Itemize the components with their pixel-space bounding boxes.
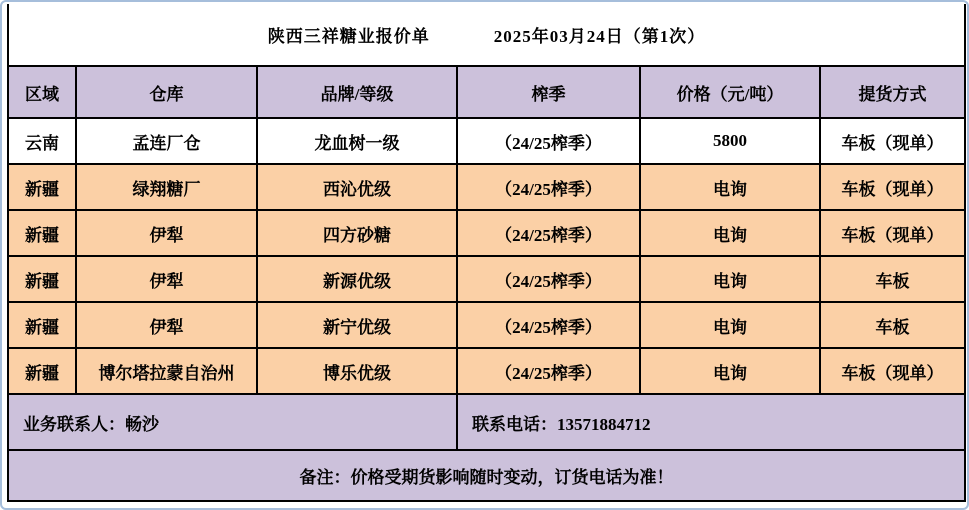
cell-region: 新疆 — [8, 210, 76, 256]
cell-warehouse: 孟连厂仓 — [76, 118, 257, 164]
cell-region: 新疆 — [8, 302, 76, 348]
cell-price: 电询 — [640, 256, 820, 302]
col-header-price: 价格（元/吨） — [640, 66, 820, 118]
cell-pickup: 车板（现单） — [820, 348, 965, 394]
cell-price: 电询 — [640, 210, 820, 256]
cell-season: （24/25榨季） — [457, 210, 640, 256]
sales-contact: 业务联系人：畅沙 — [8, 394, 457, 450]
quote-date-title: 2025年03月24日（第1次） — [493, 27, 706, 46]
cell-price: 电询 — [640, 164, 820, 210]
col-header-warehouse: 仓库 — [76, 66, 257, 118]
cell-brand: 博乐优级 — [257, 348, 457, 394]
remark-note: 备注：价格受期货影响随时变动，订货电话为准！ — [8, 450, 965, 501]
cell-price: 5800 — [640, 118, 820, 164]
cell-warehouse: 绿翔糖厂 — [76, 164, 257, 210]
table-row — [8, 348, 965, 394]
price-table — [7, 4, 966, 502]
table-row — [8, 164, 965, 210]
cell-brand: 新源优级 — [257, 256, 457, 302]
remark-row — [8, 450, 965, 501]
col-header-season: 榨季 — [457, 66, 640, 118]
cell-pickup: 车板 — [820, 256, 965, 302]
table-row — [8, 302, 965, 348]
table-row — [8, 118, 965, 164]
cell-brand: 新宁优级 — [257, 302, 457, 348]
cell-region: 新疆 — [8, 348, 76, 394]
cell-warehouse: 伊犁 — [76, 256, 257, 302]
cell-brand: 龙血树一级 — [257, 118, 457, 164]
cell-warehouse: 博尔塔拉蒙自治州 — [76, 348, 257, 394]
table-header-row — [8, 66, 965, 118]
cell-brand: 四方砂糖 — [257, 210, 457, 256]
cell-pickup: 车板 — [820, 302, 965, 348]
cell-pickup: 车板（现单） — [820, 118, 965, 164]
cell-pickup: 车板（现单） — [820, 210, 965, 256]
cell-season: （24/25榨季） — [457, 302, 640, 348]
page-title — [8, 4, 965, 66]
cell-price: 电询 — [640, 348, 820, 394]
contact-phone: 联系电话：13571884712 — [457, 394, 965, 450]
cell-region: 新疆 — [8, 256, 76, 302]
title-row — [8, 4, 965, 66]
cell-region: 云南 — [8, 118, 76, 164]
cell-warehouse: 伊犁 — [76, 302, 257, 348]
cell-brand: 西沁优级 — [257, 164, 457, 210]
cell-price: 电询 — [640, 302, 820, 348]
contact-row — [8, 394, 965, 450]
cell-season: （24/25榨季） — [457, 256, 640, 302]
cell-season: （24/25榨季） — [457, 164, 640, 210]
col-header-pickup: 提货方式 — [820, 66, 965, 118]
cell-season: （24/25榨季） — [457, 348, 640, 394]
table-row — [8, 256, 965, 302]
company-name-title: 陕西三祥糖业报价单 — [267, 27, 430, 46]
cell-warehouse: 伊犁 — [76, 210, 257, 256]
table-row — [8, 210, 965, 256]
cell-region: 新疆 — [8, 164, 76, 210]
col-header-brand-grade: 品牌/等级 — [257, 66, 457, 118]
cell-pickup: 车板（现单） — [820, 164, 965, 210]
cell-season: （24/25榨季） — [457, 118, 640, 164]
col-header-region: 区域 — [8, 66, 76, 118]
